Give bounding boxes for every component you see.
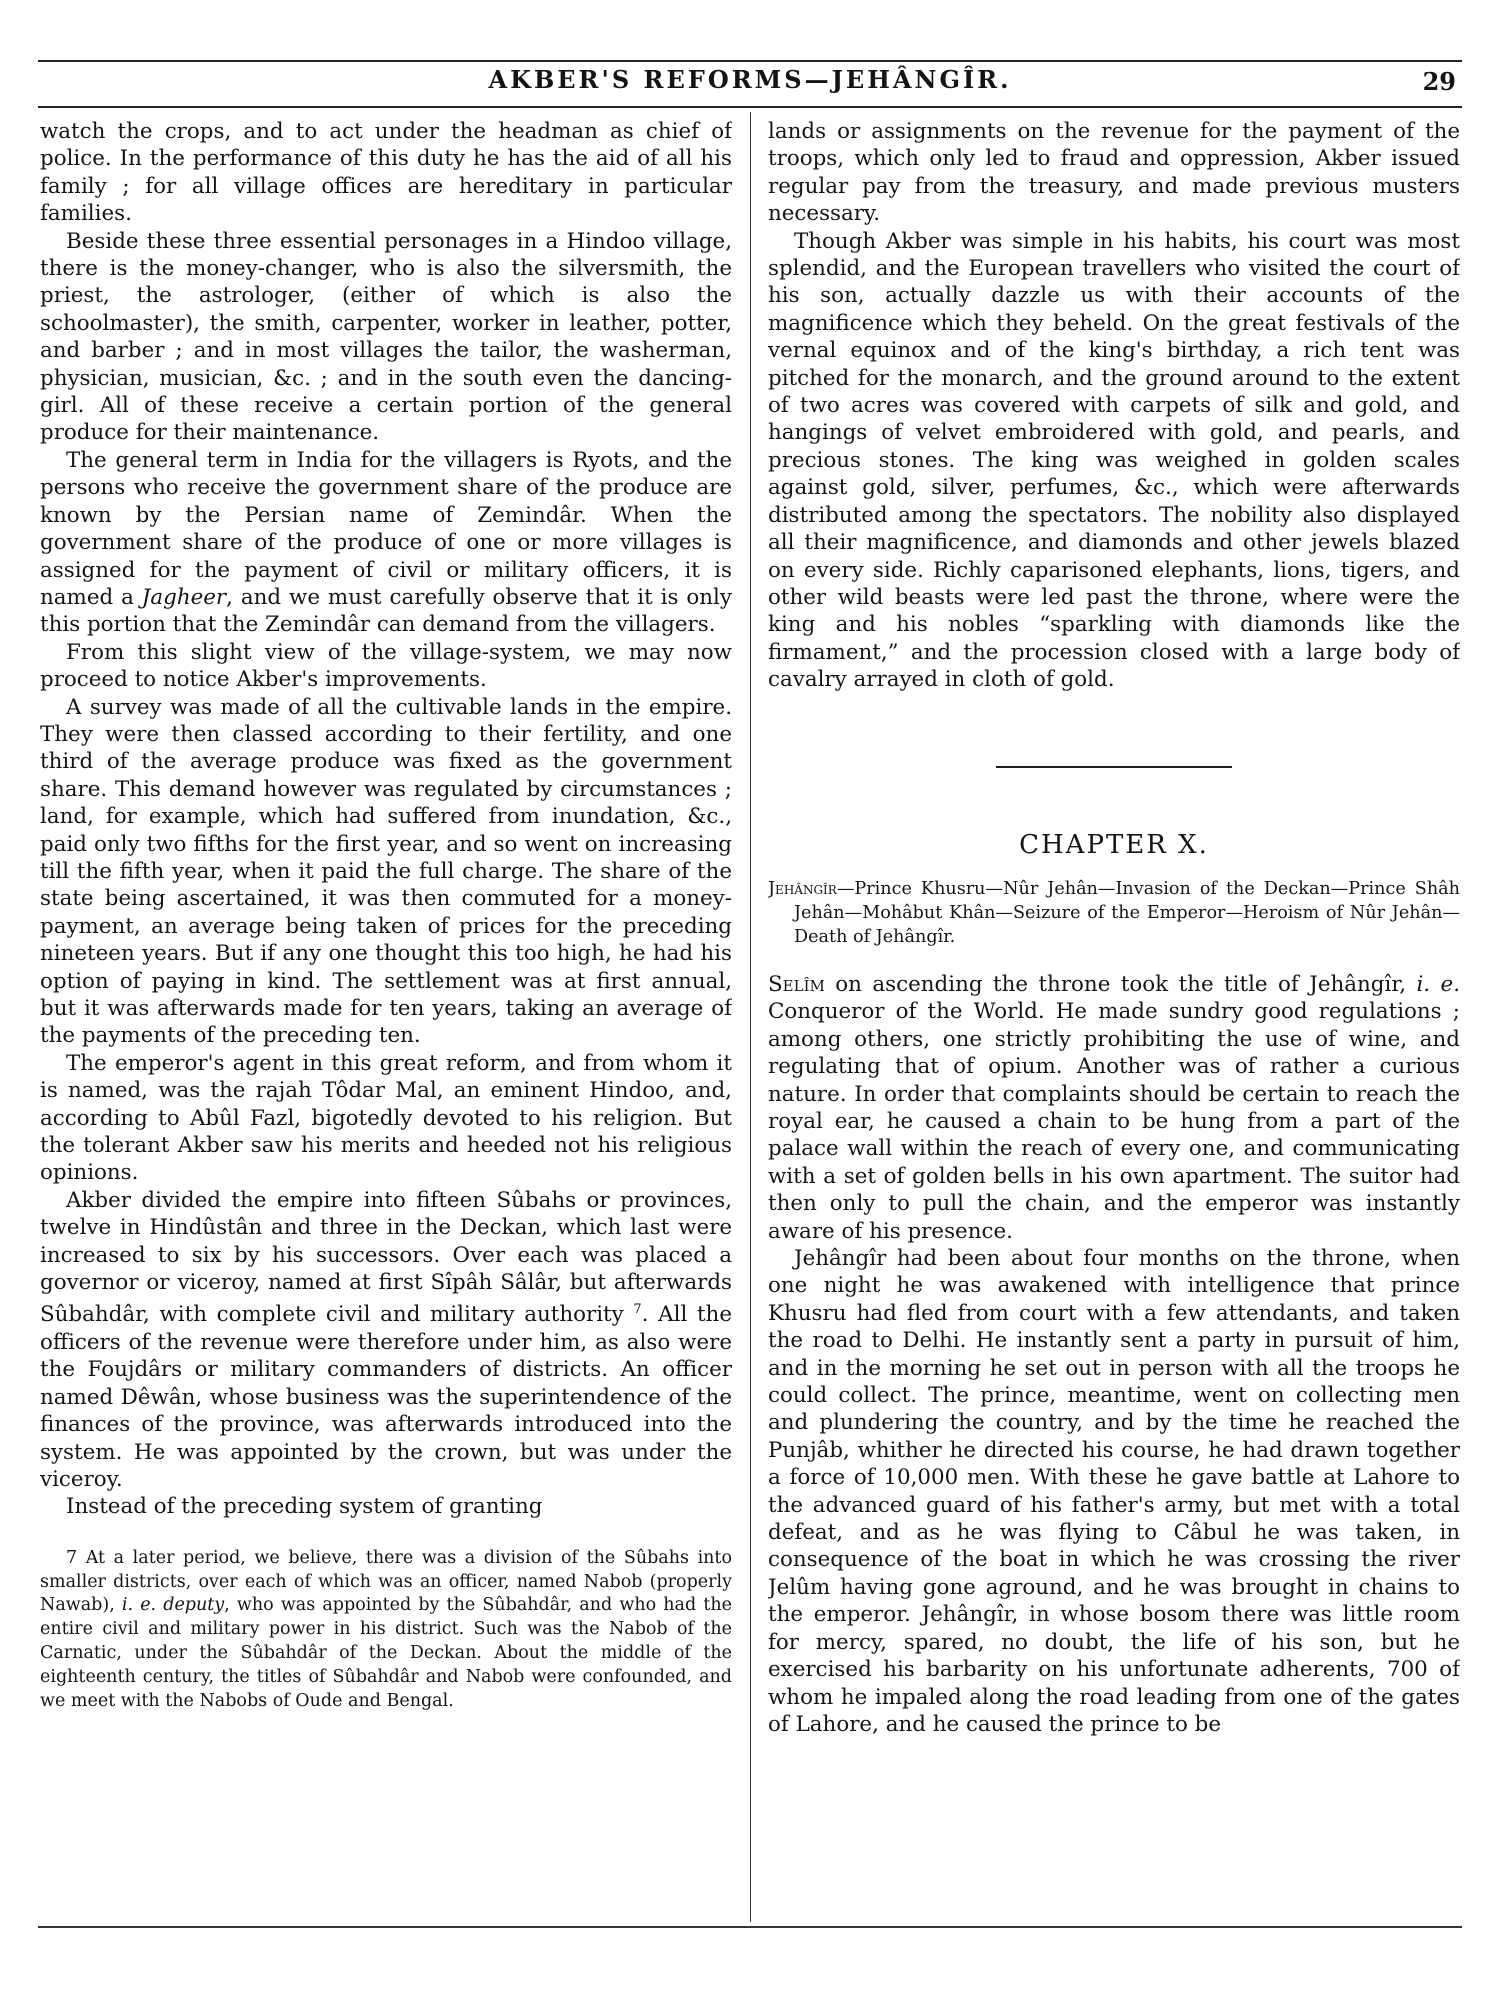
paragraph: Though Akber was simple in his habits, his court was most splendid, and the European travellers who visited the court of his son, actually dazzle us with their accounts of the magnificence which they beheld. On the great festivals of the vernal equinox and of the king's birthday, a rich tent was pitched for the monarch, and the ground around to the extent of two acres was covered with carpets of silk and gold, and hangings of velvet embroidered with gold, and pearls, and precious stones. The king was weighed in golden scales against gold, silver, perfumes, &c., which were afterwards distributed among the spectators. The nobility also displayed all their magnificence, and diamonds and other jewels blazed on every side. Richly caparisoned elephants, lions, tigers, and other wild beasts were led past the throne, where were the king and his nobles “sparkling with diamonds like the firmament,” and the procession closed with a large body of cavalry arrayed in cloth of gold. bbox=[768, 228, 1460, 693]
text-run: 7 At a later period, we believe, there was a division of the Sûbahs into smaller districts, over each of which was an officer, named Nabob (properly Nawab), bbox=[40, 1547, 732, 1616]
paragraph: Beside these three essential personages in a Hindoo village, there is the money-changer, who is also the silversmith, the priest, the astrologer, (either of which is also the schoolmaster), the smith, carpenter, worker in leather, potter, and barber ; and in most villages the tailor, the washerman, physician, musician, &c. ; and in the south even the dancing-girl. All of these receive a certain portion of the general produce for their maintenance. bbox=[40, 228, 732, 446]
italic-term: Jagheer bbox=[141, 584, 227, 610]
page-header bbox=[38, 60, 1462, 108]
column-divider bbox=[750, 112, 751, 1922]
paragraph: A survey was made of all the cultivable lands in the empire. They were then classed according to their fertility, and one third of the average produce was fixed as the government share. This demand however was regulated by circumstances ; land, for example, which had suffered from inundation, &c., paid only two fifths for the first year, and so went on increasing till the fifth year, when it paid the full charge. The share of the state being ascertained, it was then commuted for a money-payment, an average being taken of prices for the preceding nineteen years. But if any one thought this too high, he had his option of paying in kind. The settlement was at first annual, but it was afterwards made for ten years, taking an average of the payments of the preceding ten. bbox=[40, 694, 732, 1049]
chapter-heading: CHAPTER X. bbox=[1019, 829, 1209, 860]
footnote bbox=[40, 1547, 732, 1714]
text-run: , who was appointed by the Sûbahdâr, and who had the entire civil and military power in his district. Such was the Nabob of the Carnatic, under the Sûbahdâr of the Deckan. About the middle of the eighteenth century, the titles of Sûbahdâr and Nabob were confounded, and we meet with the Nabobs of Oude and Bengal. bbox=[40, 1595, 732, 1711]
left-column bbox=[40, 118, 732, 1908]
text-run: Conqueror of the World. He made sundry good regulations ; among others, one strictly prohibiting the use of wine, and regulating that of opium. Another was of rather a curious nature. In order that complaints should be certain to reach the royal ear, he caused a chain to be hung from a part of the palace wall within the reach of every one, and communicating with a set of golden bells in his own apartment. The suitor had then only to pull the chain, and the emperor was instantly aware of his presence. bbox=[768, 999, 1460, 1244]
summary-lead: Jehângîr bbox=[768, 878, 837, 899]
text-run: . All the officers of the revenue were therefore under him, as also were the Foujdârs or military commanders of districts. An officer named Dêwân, whose business was the superintendence of the finances of the province, was afterwards introduced into the system. He was appointed by the crown, but was under the viceroy. bbox=[40, 1302, 732, 1493]
paragraph: lands or assignments on the revenue for the payment of the troops, which only led to fraud and oppression, Akber issued regular pay from the treasury, and made previous musters necessary. bbox=[768, 119, 1460, 227]
paragraph: The emperor's agent in this great reform, and from whom it is named, was the rajah Tôdar Mal, an eminent Hindoo, and, according to Abûl Fazl, bigotedly devoted to his religion. But the tolerant Akber saw his merits and heeded not his religious opinions. bbox=[40, 1050, 732, 1186]
paragraph: From this slight view of the village-system, we may now proceed to notice Akber's improvements. bbox=[40, 639, 732, 693]
chapter-summary bbox=[768, 877, 1460, 949]
paragraph bbox=[40, 1187, 732, 1494]
page-number: 29 bbox=[1422, 67, 1456, 96]
right-column bbox=[768, 118, 1460, 1908]
paragraph: Jehângîr had been about four months on the throne, when one night he was awakened with intelligence that prince Khusru had fled from court with a few attendants, and taken the road to Delhi. He instantly sent a party in pursuit of him, and in the morning he set out in person with all the troops he could collect. The prince, meantime, went on collecting men and plundering the country, and by the time he reached the Punjâb, whither he directed his course, he had drawn together a force of 10,000 men. With these he gave battle at Lahore to the advanced guard of his father's army, but met with a total defeat, and as he was flying to Câbul he was taken, in consequence of the boat in which he was crossing the river Jelûm having gone aground, and he was brought in chains to the emperor. Jehângîr, in whose bosom there was little room for mercy, spared, no doubt, the life of his son, but he exercised his barbarity on his unfortunate adherents, 700 of whom he impaled along the road leading from one of the gates of Lahore, and he caused the prince to be bbox=[768, 1246, 1460, 1737]
paragraph: Instead of the preceding system of granting bbox=[66, 1494, 543, 1520]
footnote-marker: 7 bbox=[633, 1302, 642, 1318]
footnote-spacer bbox=[40, 1521, 732, 1547]
paragraph bbox=[40, 447, 732, 639]
running-head: AKBER'S REFORMS—JEHÂNGÎR. bbox=[488, 65, 1012, 94]
bottom-rule bbox=[38, 1926, 1462, 1928]
paragraph: watch the crops, and to act under the headman as chief of police. In the performance of this duty he has the aid of all his family ; for all village offices are hereditary in particular families. bbox=[40, 119, 732, 227]
section-separator bbox=[996, 766, 1232, 768]
opening-word: Selîm bbox=[768, 971, 825, 997]
italic-term: i. e. deputy bbox=[121, 1595, 225, 1616]
text-run: —Prince Khusru—Nûr Jehân—Invasion of the Deckan—Prince Shâh Jehân—Mohâbut Khân—Seizure of the Emperor—Heroism of Nûr Jehân—Death of Jehângîr. bbox=[794, 878, 1460, 947]
italic-term: i. e. bbox=[1416, 971, 1460, 997]
text-run: The general term in India for the villagers is Ryots, and the persons who receive the government share of the produce are known by the Persian name of Zemindâr. When the government share of the produce of one or more villages is assigned for the payment of civil or military officers, it is named a bbox=[40, 447, 732, 610]
paragraph bbox=[768, 971, 1460, 1245]
text-run: on ascending the throne took the title of Jehângîr, bbox=[824, 971, 1417, 997]
text-run: Akber divided the empire into fifteen Sûbahs or provinces, twelve in Hindûstân and three in the Deckan, which last were increased to six by his successors. Over each was placed a governor or viceroy, named at first Sîpâh Sâlâr, but afterwards Sûbahdâr, with complete civil and military authority bbox=[40, 1187, 732, 1328]
text-run: , and we must carefully observe that it is only this portion that the Zemindâr can demand from the villagers. bbox=[40, 584, 732, 638]
